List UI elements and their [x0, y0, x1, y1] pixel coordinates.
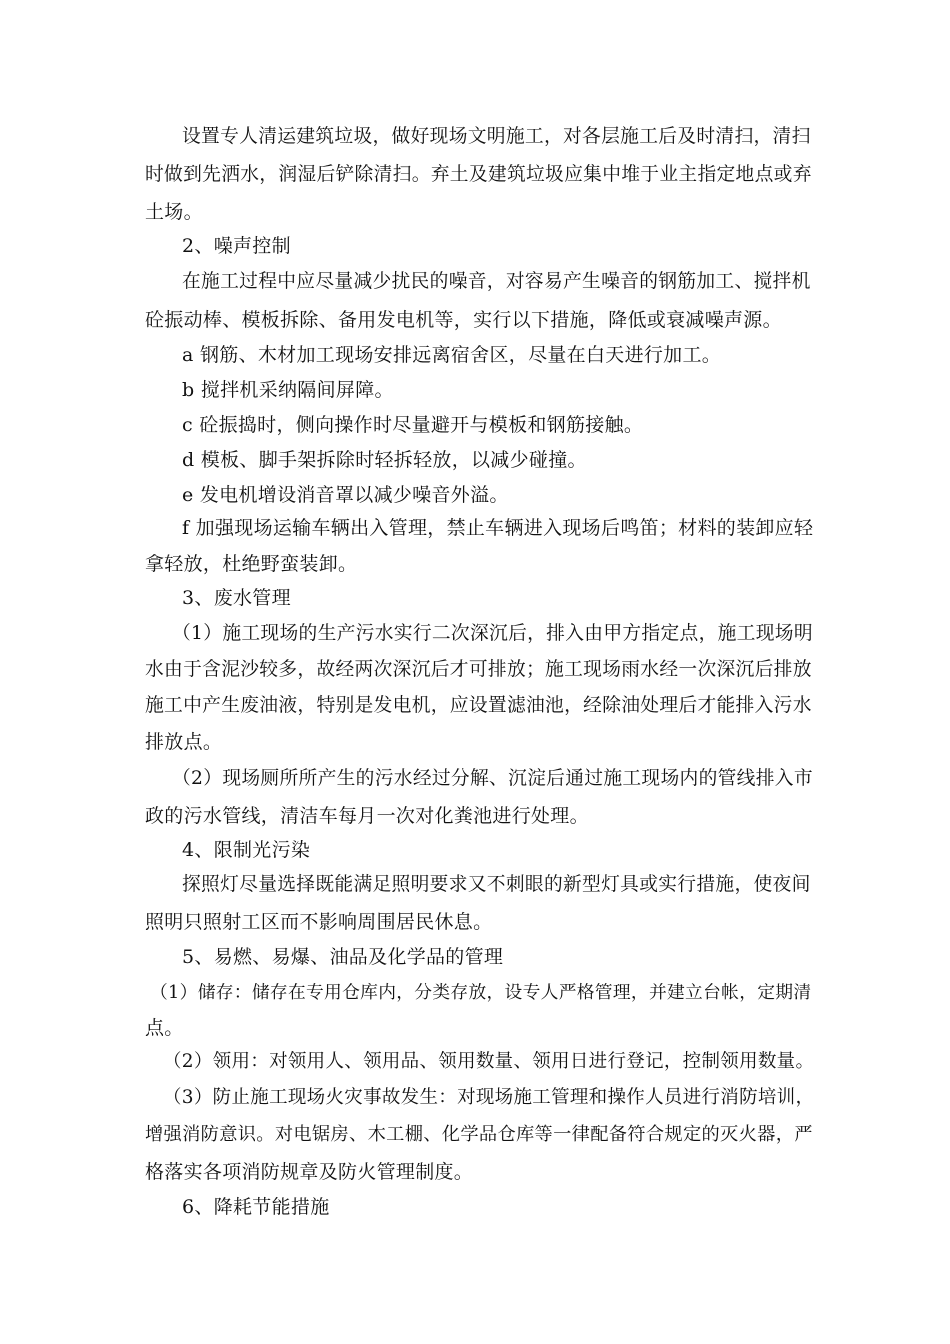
- list-item: d 模板、脚手架拆除时轻拆轻放，以减少碰撞。: [182, 449, 587, 471]
- paragraph-line: 照明只照射工区而不影响周围居民休息。: [145, 911, 493, 933]
- paragraph-line: 土场。: [145, 201, 203, 223]
- section-heading: 6、降耗节能措施: [182, 1196, 330, 1218]
- paragraph-line: 政的污水管线，清洁车每月一次对化粪池进行处理。: [145, 805, 589, 827]
- paragraph-line: （2）领用：对领用人、领用品、领用数量、领用日进行登记，控制领用数量。: [163, 1051, 815, 1072]
- paragraph-line: 点。: [145, 1017, 184, 1039]
- list-item: e 发电机增设消音罩以减少噪音外溢。: [182, 484, 509, 506]
- paragraph-line: （3）防止施工现场火灾事故发生：对现场施工管理和操作人员进行消防培训，: [163, 1087, 815, 1108]
- section-heading: 4、限制光污染: [182, 839, 311, 861]
- paragraph-line: 增强消防意识。对电锯房、木工棚、化学品仓库等一律配备符合规定的灭火器，严: [145, 1124, 813, 1145]
- list-item: b 搅拌机采纳隔间屏障。: [182, 379, 394, 401]
- list-item: f 加强现场运输车辆出入管理，禁止车辆进入现场后鸣笛；材料的装卸应轻: [182, 517, 814, 539]
- paragraph-line: （2）现场厕所所产生的污水经过分解、沉淀后通过施工现场内的管线排入市: [172, 768, 813, 789]
- section-heading: 3、废水管理: [182, 587, 291, 609]
- paragraph-line: 排放点。: [145, 731, 223, 753]
- paragraph-line: 在施工过程中应尽量减少扰民的噪音，对容易产生噪音的钢筋加工、搅拌机: [182, 271, 811, 292]
- paragraph-line: 水由于含泥沙较多，故经两次深沉后才可排放；施工现场雨水经一次深沉后排放: [145, 659, 812, 680]
- section-heading: 2、噪声控制: [182, 235, 291, 257]
- paragraph-line: （1）施工现场的生产污水实行二次深沉后，排入由甲方指定点，施工现场明: [172, 623, 813, 644]
- paragraph-line: 设置专人清运建筑垃圾，做好现场文明施工，对各层施工后及时清扫，清扫: [182, 126, 811, 147]
- list-item: a 钢筋、木材加工现场安排远离宿舍区，尽量在白天进行加工。: [182, 344, 722, 366]
- paragraph-line: 探照灯尽量选择既能满足照明要求又不刺眼的新型灯具或实行措施，使夜间: [182, 874, 811, 895]
- paragraph-line: 砼振动棒、模板拆除、备用发电机等，实行以下措施，降低或衰减噪声源。: [145, 309, 782, 331]
- section-heading: 5、易燃、易爆、油品及化学品的管理: [182, 946, 504, 968]
- paragraph-line: 拿轻放，杜绝野蛮装卸。: [145, 553, 358, 575]
- paragraph-line: 施工中产生废油液，特别是发电机，应设置滤油池，经除油处理后才能排入污水: [145, 695, 812, 716]
- list-item: c 砼振捣时，侧向操作时尽量避开与模板和钢筋接触。: [182, 414, 644, 436]
- paragraph-line: 时做到先洒水，润湿后铲除清扫。弃土及建筑垃圾应集中堆于业主指定地点或弃: [145, 164, 812, 185]
- paragraph-line: （1）储存：储存在专用仓库内，分类存放，设专人严格管理，并建立台帐，定期清: [150, 983, 812, 1003]
- paragraph-line: 格落实各项消防规章及防火管理制度。: [145, 1161, 474, 1183]
